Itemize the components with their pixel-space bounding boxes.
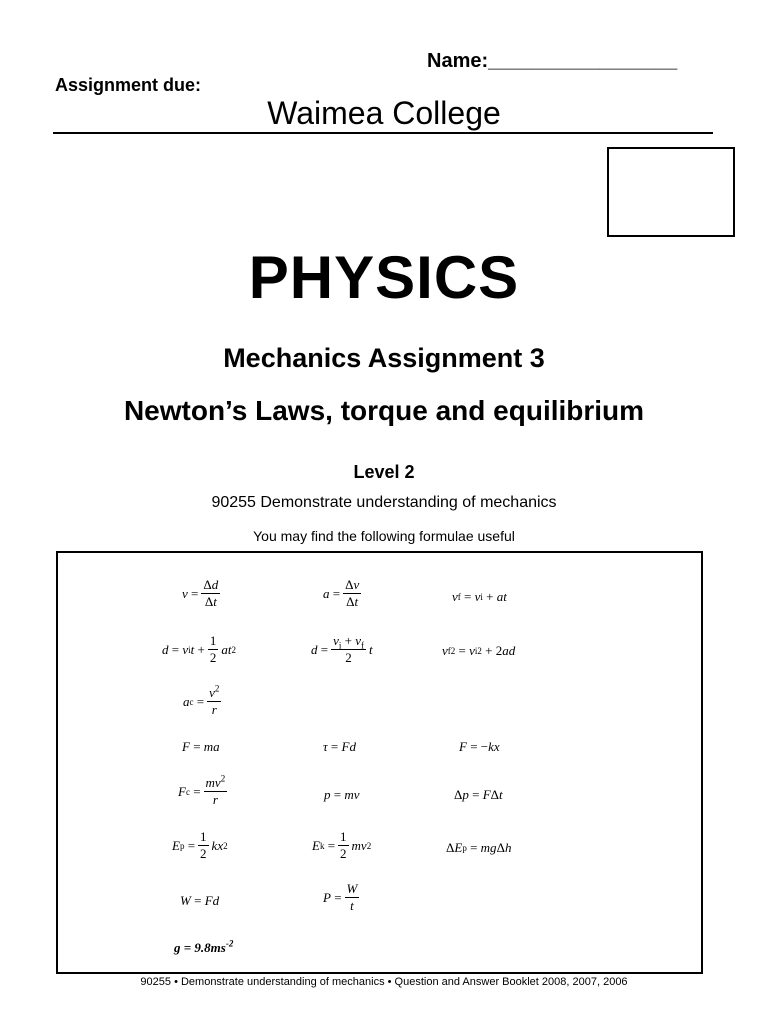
standard-label: 90255 Demonstrate understanding of mechanics <box>211 494 557 511</box>
formula-newton-second-law: F = ma <box>182 739 220 754</box>
formula-centripetal-force: F c = $\frac{mv^2}{r}$ <box>178 773 226 807</box>
header-divider <box>53 132 713 134</box>
level-label: Level 2 <box>353 462 415 482</box>
formula-velocity: v = $\frac{\Delta d}{\Delta t}$ <box>182 577 219 609</box>
formulae-intro: You may find the following formulae useful <box>253 528 515 544</box>
college-name: Waimea College <box>267 95 501 131</box>
formula-acceleration: a = $\frac{\Delta v}{\Delta t}$ <box>323 577 360 609</box>
formula-centripetal-acceleration: a c = $\frac{v^2}{r}$ <box>183 683 220 717</box>
formula-power: P = $\frac{W}{t}$ <box>323 881 358 913</box>
formula-average-displacement: d = $\frac{v_i + v_f}{2}$ t <box>311 633 373 665</box>
assignment-title: Mechanics Assignment 3 <box>223 343 545 373</box>
assignment-due-label: Assignment due: <box>55 75 202 95</box>
name-field-label: Name:_________________ <box>427 50 678 72</box>
formula-displacement: d = v i t + $\frac{1}{2}$ at 2 <box>162 633 236 665</box>
formula-final-velocity: v f = v i + at <box>452 589 507 604</box>
formula-velocity-squared: v f 2 = v i 2 + 2 ad <box>442 643 516 658</box>
page-footer: 90255 • Demonstrate understanding of mechanics • Question and Answer Booklet 2008, 2007, 2006 <box>140 976 628 988</box>
formula-elastic-potential-energy: E p = $\frac{1}{2}$ kx 2 <box>172 829 228 861</box>
formula-kinetic-energy: E k = $\frac{1}{2}$ mv 2 <box>312 829 372 861</box>
gravity-constant: $g = 9.8ms^{-2}$ <box>174 938 234 955</box>
formula-torque: τ = Fd <box>323 739 356 754</box>
marks-box <box>607 147 735 237</box>
topic-title: Newton’s Laws, torque and equilibrium <box>123 395 645 426</box>
subject-title: PHYSICS <box>248 244 520 311</box>
formula-momentum: p = mv <box>324 787 360 802</box>
formula-impulse: Δ p = F Δ t <box>454 787 503 802</box>
formulae-box <box>56 551 703 974</box>
formula-hookes-law: F = − kx <box>459 739 500 754</box>
formula-work: W = Fd <box>180 893 220 908</box>
formula-gravitational-potential-energy: Δ E p = mg Δ h <box>446 840 512 855</box>
